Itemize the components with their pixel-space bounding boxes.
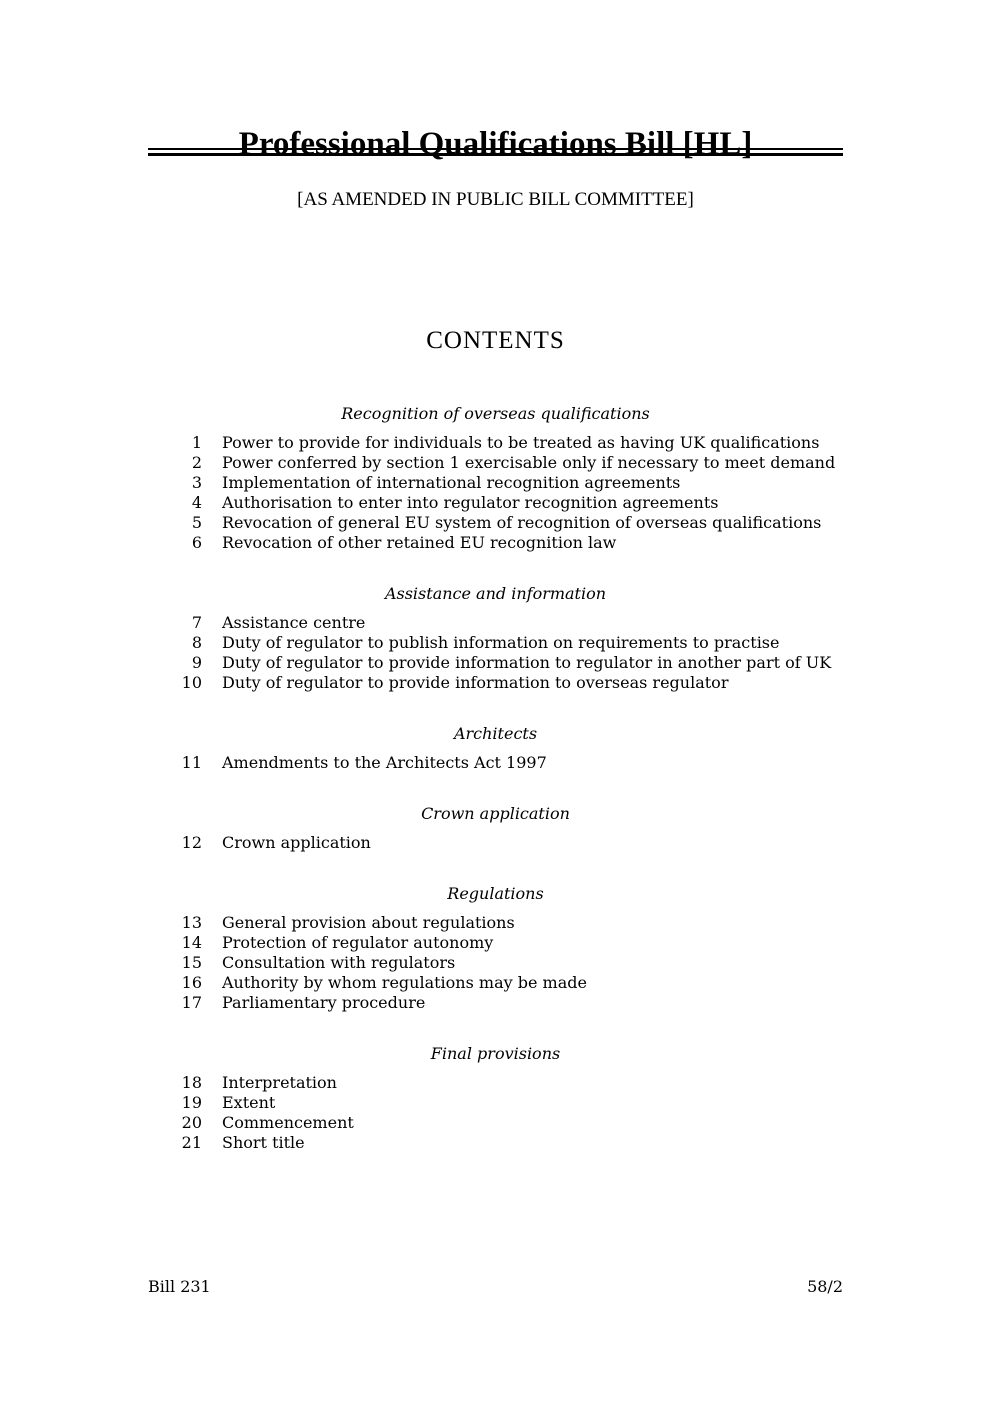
clause-title: Power conferred by section 1 exercisable only if necessary to meet demand <box>222 453 836 472</box>
contents-section <box>148 724 843 773</box>
clause-title: Parliamentary procedure <box>222 993 426 1012</box>
clause-number: 10 <box>181 673 202 692</box>
contents-item <box>148 1113 843 1133</box>
clause-number: 12 <box>181 833 202 852</box>
contents-item <box>148 973 843 993</box>
bill-stage-note: [AS AMENDED IN PUBLIC BILL COMMITTEE] <box>297 189 694 210</box>
contents-item <box>148 1093 843 1113</box>
clause-number: 16 <box>181 973 202 992</box>
clause-number: 11 <box>181 753 202 772</box>
session-print-code: 58/2 <box>807 1277 843 1296</box>
clause-title: Revocation of other retained EU recognition law <box>222 533 617 552</box>
clause-title: Assistance centre <box>222 613 366 632</box>
clause-number: 13 <box>181 913 202 932</box>
clause-title: Short title <box>222 1133 305 1152</box>
clause-title: Extent <box>222 1093 276 1112</box>
clause-number: 18 <box>181 1073 202 1092</box>
clause-number: 19 <box>181 1093 202 1112</box>
clause-number: 7 <box>191 613 202 632</box>
clause-title: Commencement <box>222 1113 354 1132</box>
bill-number: Bill 231 <box>148 1277 211 1296</box>
clause-number: 9 <box>191 653 202 672</box>
contents-list <box>148 404 843 1184</box>
contents-item <box>148 613 843 633</box>
clause-number: 1 <box>191 433 202 452</box>
contents-section <box>148 884 843 1013</box>
contents-item <box>148 1073 843 1093</box>
clause-title: Amendments to the Architects Act 1997 <box>222 753 547 772</box>
section-heading: Final provisions <box>430 1044 561 1063</box>
clause-number: 8 <box>191 633 202 652</box>
clause-number: 6 <box>191 533 202 552</box>
clause-number: 3 <box>191 473 202 492</box>
clause-title: Duty of regulator to provide information to regulator in another part of UK <box>222 653 832 672</box>
clause-title: Power to provide for individuals to be treated as having UK qualifications <box>222 433 820 452</box>
clause-number: 17 <box>181 993 202 1012</box>
title-double-rule <box>148 148 843 156</box>
contents-section <box>148 1044 843 1153</box>
contents-item <box>148 673 843 693</box>
section-heading: Recognition of overseas qualifications <box>341 404 650 423</box>
contents-section <box>148 804 843 853</box>
contents-item <box>148 513 843 533</box>
clause-title: Consultation with regulators <box>222 953 456 972</box>
clause-number: 2 <box>191 453 202 472</box>
clause-number: 14 <box>181 933 202 952</box>
clause-number: 5 <box>191 513 202 532</box>
clause-title: Crown application <box>222 833 371 852</box>
clause-number: 20 <box>181 1113 202 1132</box>
contents-item <box>148 633 843 653</box>
bill-title: Professional Qualifications Bill [HL] <box>238 126 753 163</box>
contents-item <box>148 453 843 473</box>
clause-title: General provision about regulations <box>222 913 515 932</box>
contents-item <box>148 1133 843 1153</box>
clause-title: Duty of regulator to publish information on requirements to practise <box>222 633 780 652</box>
page-content-column <box>148 0 843 1403</box>
contents-section <box>148 584 843 693</box>
contents-item <box>148 753 843 773</box>
clause-number: 21 <box>181 1133 202 1152</box>
clause-number: 15 <box>181 953 202 972</box>
contents-item <box>148 433 843 453</box>
contents-item <box>148 953 843 973</box>
clause-number: 4 <box>191 493 202 512</box>
contents-item <box>148 993 843 1013</box>
clause-title: Protection of regulator autonomy <box>222 933 494 952</box>
clause-title: Authorisation to enter into regulator recognition agreements <box>222 493 719 512</box>
contents-heading: CONTENTS <box>426 327 565 354</box>
section-heading: Crown application <box>421 804 570 823</box>
clause-title: Duty of regulator to provide information to overseas regulator <box>222 673 729 692</box>
section-heading: Assistance and information <box>384 584 607 603</box>
contents-item <box>148 833 843 853</box>
clause-title: Interpretation <box>222 1073 337 1092</box>
contents-item <box>148 493 843 513</box>
contents-item <box>148 653 843 673</box>
contents-item <box>148 533 843 553</box>
contents-item <box>148 933 843 953</box>
contents-section <box>148 404 843 553</box>
clause-title: Revocation of general EU system of recognition of overseas qualifications <box>222 513 822 532</box>
clause-title: Implementation of international recognition agreements <box>222 473 681 492</box>
section-heading: Regulations <box>447 884 544 903</box>
contents-item <box>148 913 843 933</box>
section-heading: Architects <box>453 724 538 743</box>
clause-title: Authority by whom regulations may be made <box>222 973 587 992</box>
contents-item <box>148 473 843 493</box>
page-footer <box>148 1277 843 1297</box>
